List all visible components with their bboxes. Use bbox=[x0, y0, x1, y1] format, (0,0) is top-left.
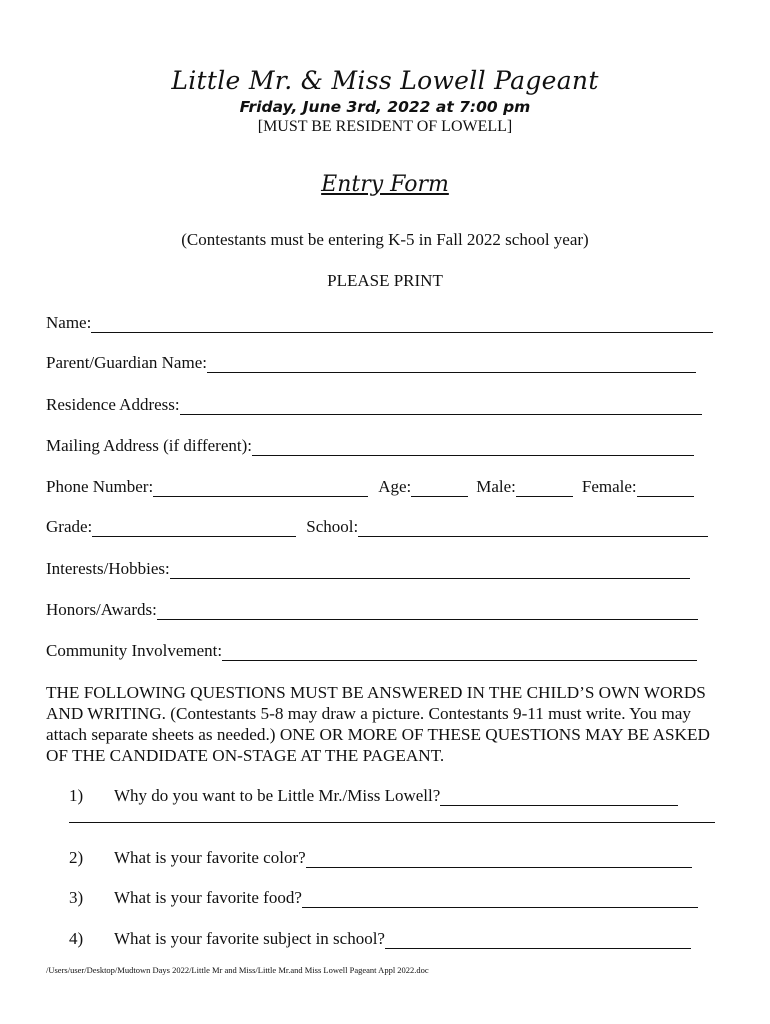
name-input-line[interactable] bbox=[91, 315, 713, 333]
community-input-line[interactable] bbox=[222, 643, 697, 661]
parent-field bbox=[46, 353, 696, 373]
mailing-field bbox=[46, 436, 694, 456]
event-date: Friday, June 3rd, 2022 at 7:00 pm bbox=[239, 98, 531, 116]
pageant-title: Little Mr. & Miss Lowell Pageant bbox=[171, 66, 599, 95]
question-4-number: 4) bbox=[69, 929, 84, 948]
male-input-line[interactable] bbox=[516, 479, 573, 497]
female-label: Female: bbox=[581, 477, 637, 496]
question-2 bbox=[69, 848, 692, 868]
question-3 bbox=[69, 888, 698, 908]
age-input-line[interactable] bbox=[411, 479, 468, 497]
question-4-text: What is your favorite subject in school? bbox=[114, 929, 385, 948]
residence-label: Residence Address: bbox=[46, 395, 180, 414]
mailing-input-line[interactable] bbox=[252, 438, 694, 456]
question-1-extra-line[interactable] bbox=[69, 822, 715, 823]
age-label: Age: bbox=[378, 477, 412, 496]
mailing-label: Mailing Address (if different): bbox=[46, 436, 253, 455]
question-1-number: 1) bbox=[69, 786, 84, 805]
question-3-input-line[interactable] bbox=[302, 890, 698, 908]
question-1-text: Why do you want to be Little Mr./Miss Lowell? bbox=[114, 786, 441, 805]
honors-input-line[interactable] bbox=[157, 602, 698, 620]
form-title: Entry Form bbox=[321, 172, 449, 197]
print-instruction: PLEASE PRINT bbox=[327, 271, 443, 290]
question-1-input-line[interactable] bbox=[440, 788, 678, 806]
interests-label: Interests/Hobbies: bbox=[46, 559, 170, 578]
instructions-paragraph: THE FOLLOWING QUESTIONS MUST BE ANSWERED IN THE CHILD’S OWN WORDS AND WRITING. (Contestants 5-8 may draw a picture. Contestants 9-11 must write. You may attach separate sheets as needed.) ONE OR MORE OF THESE QUESTIONS MAY BE ASKED OF THE CANDIDATE ON-STAGE AT THE PAGEANT. bbox=[46, 683, 710, 765]
question-4-input-line[interactable] bbox=[385, 931, 691, 949]
question-2-input-line[interactable] bbox=[306, 850, 692, 868]
honors-field bbox=[46, 600, 698, 620]
question-2-text: What is your favorite color? bbox=[114, 848, 306, 867]
question-4 bbox=[69, 929, 691, 949]
residence-field bbox=[46, 395, 702, 415]
question-2-number: 2) bbox=[69, 848, 84, 867]
male-label: Male: bbox=[476, 477, 516, 496]
grade-row bbox=[46, 517, 708, 537]
phone-label: Phone Number: bbox=[46, 477, 154, 496]
school-label: School: bbox=[306, 517, 359, 536]
community-field bbox=[46, 641, 697, 661]
school-input-line[interactable] bbox=[358, 519, 708, 537]
eligibility-note: (Contestants must be entering K-5 in Fall 2022 school year) bbox=[181, 230, 589, 249]
parent-label: Parent/Guardian Name: bbox=[46, 353, 207, 372]
name-field bbox=[46, 313, 713, 333]
interests-input-line[interactable] bbox=[170, 561, 690, 579]
grade-label: Grade: bbox=[46, 517, 93, 536]
female-input-line[interactable] bbox=[637, 479, 694, 497]
name-label: Name: bbox=[46, 313, 92, 332]
question-3-text: What is your favorite food? bbox=[114, 888, 302, 907]
residency-requirement: [MUST BE RESIDENT OF LOWELL] bbox=[257, 118, 513, 135]
residence-input-line[interactable] bbox=[180, 397, 702, 415]
community-label: Community Involvement: bbox=[46, 641, 223, 660]
question-1 bbox=[69, 786, 678, 806]
phone-row bbox=[46, 477, 694, 497]
grade-input-line[interactable] bbox=[92, 519, 296, 537]
honors-label: Honors/Awards: bbox=[46, 600, 157, 619]
parent-input-line[interactable] bbox=[207, 355, 696, 373]
phone-input-line[interactable] bbox=[153, 479, 368, 497]
interests-field bbox=[46, 559, 690, 579]
file-path-footer: /Users/user/Desktop/Mudtown Days 2022/Little Mr and Miss/Little Mr.and Miss Lowell Pageant Appl 2022.doc bbox=[46, 965, 429, 975]
question-3-number: 3) bbox=[69, 888, 84, 907]
